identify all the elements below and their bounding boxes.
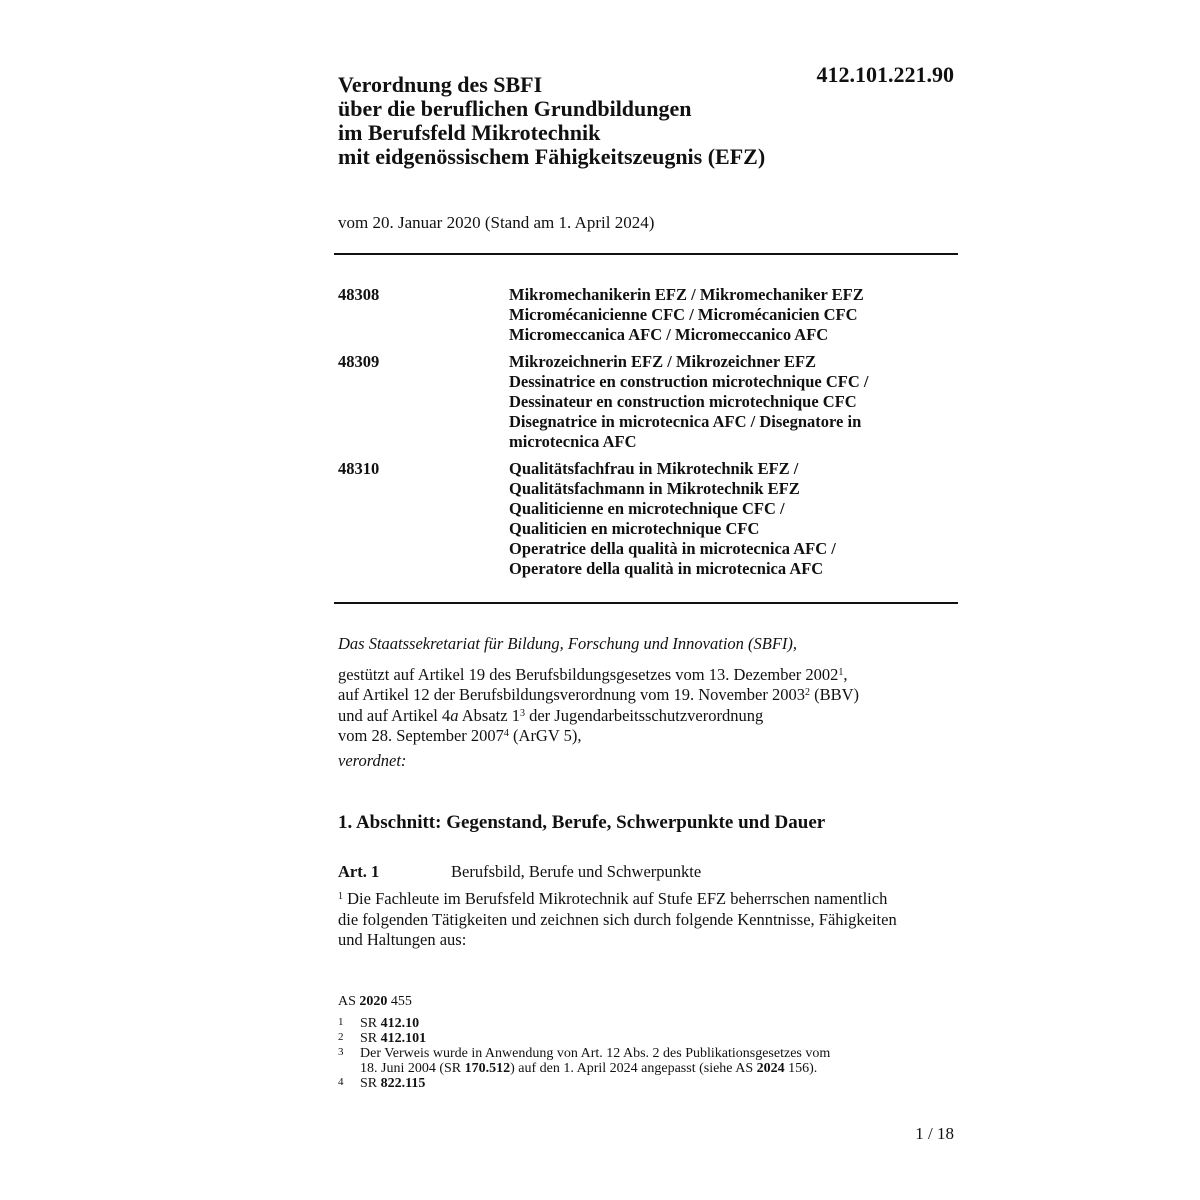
occupation-name: Qualitätsfachmann in Mikrotechnik EFZ	[509, 479, 800, 498]
occupation-name: Qualiticien en microtechnique CFC	[509, 519, 760, 538]
title-line: mit eidgenössischem Fähigkeitszeugnis (EFZ)	[338, 144, 766, 169]
basis-text: ,	[843, 664, 848, 684]
footnote-sr-number: 412.10	[380, 1016, 420, 1031]
legal-basis	[338, 665, 958, 747]
occupation-name: Micromeccanica AFC / Micromeccanico AFC	[509, 325, 829, 344]
sr-number: 412.101.221.90	[816, 62, 954, 87]
horizontal-rule	[334, 602, 958, 604]
title-line: Verordnung des SBFI	[338, 72, 543, 97]
occupation-name: Mikrozeichnerin EFZ / Mikrozeichner EFZ	[509, 352, 817, 371]
as-year: 2020	[359, 994, 388, 1009]
footnote-number: 2	[338, 1031, 344, 1043]
basis-text: vom 28. September 2007	[338, 726, 504, 745]
occupation-names	[509, 459, 836, 579]
occupation-name: Dessinateur en construction microtechnique CFC	[509, 392, 857, 411]
official-compilation-reference	[338, 994, 412, 1010]
paragraph-line	[338, 889, 958, 910]
footnote	[338, 1016, 958, 1031]
occupation-name: Micromécanicienne CFC / Micromécanicien CFC	[509, 305, 858, 324]
footnote-number: 4	[338, 1076, 344, 1088]
footnotes	[338, 1016, 958, 1091]
footnote-ref-2[interactable]: 2	[804, 687, 810, 698]
footnote-text	[360, 1016, 419, 1031]
occupation-name: Disegnatrice in microtecnica AFC / Disegnatore in	[509, 412, 862, 431]
occupation-name: microtecnica AFC	[509, 432, 637, 451]
footnote-text	[360, 1046, 830, 1076]
footnote-text	[360, 1076, 425, 1091]
paragraph-line: und Haltungen aus:	[338, 930, 467, 949]
date-line: vom 20. Januar 2020 (Stand am 1. April 2024)	[338, 213, 655, 232]
footnote-sr-number: 822.115	[380, 1076, 426, 1091]
ordinance-title	[338, 73, 898, 169]
legal-basis-line	[338, 685, 958, 706]
basis-text: der Jugendarbeitsschutzverordnung	[524, 705, 764, 725]
occupation-names	[509, 285, 864, 345]
footnote-prefix: SR	[360, 1076, 381, 1091]
paragraph-line: die folgenden Tätigkeiten und zeichnen sich durch folgende Kenntnisse, Fähigkeiten	[338, 909, 897, 929]
legal-basis-line	[338, 665, 958, 686]
footnote-as-year: 2024	[756, 1061, 785, 1076]
occupation-name: Dessinatrice en construction microtechnique CFC /	[509, 372, 869, 391]
footnote-ref-4[interactable]: 4	[503, 728, 509, 739]
paragraph-number: 1	[338, 891, 343, 902]
footnote-prefix: SR	[360, 1016, 381, 1031]
as-page: 455	[387, 994, 412, 1009]
basis-text: (ArGV 5),	[508, 726, 582, 745]
article-header	[338, 862, 701, 882]
basis-text: (BBV)	[809, 685, 860, 704]
footnote-number: 1	[338, 1016, 344, 1028]
occupation-table	[338, 285, 958, 586]
article-title: Berufsbild, Berufe und Schwerpunkte	[451, 862, 702, 881]
occupation-name: Operatrice della qualità in microtecnica AFC /	[509, 539, 836, 558]
basis-text-italic: a	[450, 705, 459, 725]
footnote	[338, 1076, 958, 1091]
page-number: 1 / 18	[915, 1124, 954, 1143]
footnote	[338, 1046, 958, 1076]
occupation-code: 48309	[338, 352, 380, 371]
paragraph-text: Die Fachleute im Berufsfeld Mikrotechnik auf Stufe EFZ beherrschen namentlich	[343, 889, 888, 908]
article-number: Art. 1	[338, 862, 380, 881]
basis-text: auf Artikel 12 der Berufsbildungsverordnung vom 19. November 2003	[338, 685, 805, 704]
occupation-name: Qualitätsfachfrau in Mikrotechnik EFZ /	[509, 459, 799, 478]
footnote-segment: 18. Juni 2004 (SR	[360, 1061, 465, 1076]
title-line: im Berufsfeld Mikrotechnik	[338, 120, 601, 145]
footnote-line: Der Verweis wurde in Anwendung von Art. 12 Abs. 2 des Publikationsgesetzes vom	[360, 1046, 831, 1061]
footnote-line	[360, 1061, 830, 1076]
occupation-name: Operatore della qualità in microtecnica AFC	[509, 559, 824, 578]
footnote-ref-3[interactable]: 3	[519, 707, 525, 719]
footnote-segment: 156).	[784, 1061, 818, 1076]
title-line: über die beruflichen Grundbildungen	[338, 96, 692, 121]
footnote-prefix: SR	[360, 1031, 381, 1046]
occupation-row	[338, 459, 958, 579]
legal-basis-line	[338, 706, 958, 727]
article-paragraph	[338, 889, 958, 951]
basis-text: gestützt auf Artikel 19 des Berufsbildungsgesetzes vom 13. Dezember 2002	[338, 664, 839, 684]
legal-basis-line	[338, 726, 958, 747]
footnote-text	[360, 1031, 426, 1046]
footnote	[338, 1031, 958, 1046]
as-prefix: AS	[338, 994, 360, 1009]
issuing-authority: Das Staatssekretariat für Bildung, Forschung und Innovation (SBFI),	[338, 634, 798, 653]
basis-text: Absatz 1	[458, 705, 520, 725]
preamble	[338, 634, 958, 771]
occupation-row	[338, 352, 958, 452]
occupation-row	[338, 285, 958, 345]
footnote-number: 3	[338, 1046, 344, 1058]
occupation-code: 48310	[338, 459, 380, 478]
horizontal-rule	[334, 253, 958, 255]
footnote-sr-number: 170.512	[464, 1061, 511, 1076]
enacting-clause: verordnet:	[338, 750, 407, 770]
basis-text: und auf Artikel 4	[338, 705, 451, 725]
occupation-names	[509, 352, 868, 452]
footnote-segment: ) auf den 1. April 2024 angepasst (siehe AS	[510, 1061, 757, 1076]
occupation-code: 48308	[338, 285, 380, 304]
section-heading: 1. Abschnitt: Gegenstand, Berufe, Schwerpunkte und Dauer	[338, 812, 826, 833]
footnote-sr-number: 412.101	[380, 1031, 427, 1046]
occupation-name: Mikromechanikerin EFZ / Mikromechaniker EFZ	[509, 285, 864, 304]
occupation-name: Qualiticienne en microtechnique CFC /	[509, 499, 785, 518]
footnote-ref-1[interactable]: 1	[838, 666, 844, 678]
